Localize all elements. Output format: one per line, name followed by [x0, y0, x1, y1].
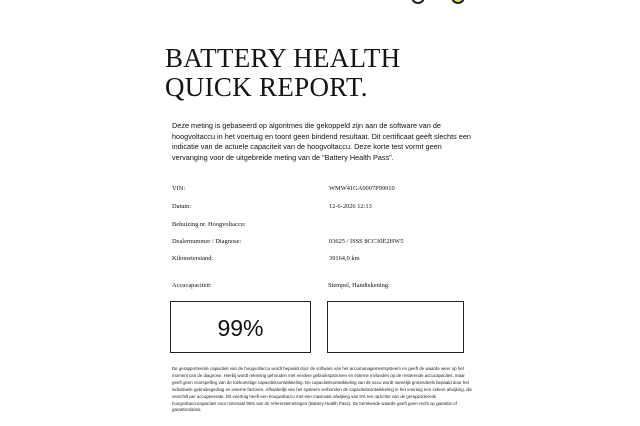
footnote-paragraph: De gerapporteerde capaciteit van de hoogvoltaccu wordt bepaald door de software van het accumanagementsysteem en geeft de waarde weer op het moment van de diagnose. Hierbij wordt rekening gehouden met eerdere gebruikspatronen en externe invloeden op de resterende accucapaciteit, maar geeft geen voorspelling van de toekomstige capaciteitsontwikkeling. De capaciteitsontwikkeling van de accu wordt namelijk grotendeels bepaald door het individuele gebruiksgedrag en externe factoren. Afhankelijk van het systeem verbonden de capaciteitsontwikkeling in het voertuig een zekere afwijking, die verschilt per accugenerate. Dit voertuig heeft een hoogvoltaccu met een maximale afwijking van 5% ten opzichte van de gerapporteerde hoogvoltaccucapaciteit voor minimaal 95% van de referentiemetingen (Battery Health Pass). De berekende waarde geeft geen recht op garantie of garantieclaims. [172, 366, 472, 413]
field-label: Kilometerstand: [172, 255, 214, 262]
field-label: VIN: [172, 185, 186, 192]
field-value: 39164,0 km [329, 255, 360, 262]
field-value: WMW41GA0007P99910 [329, 185, 395, 192]
brand-logo [405, 0, 475, 4]
logo-circle-right [451, 0, 465, 4]
capacity-box [170, 301, 311, 353]
field-label: Dealernummer / Diagnose: [172, 238, 242, 245]
capacity-label: Accucapaciteit: [172, 282, 212, 289]
title-line-1: BATTERY HEALTH [165, 43, 401, 73]
intro-paragraph: Deze meting is gebaseerd op algoritmes die gekoppeld zijn aan de software van de hoogvoltaccu in het voertuig en toont geen bindend resultaat. Dit certificaat geeft slechts een indicatie van de actuele capaciteit van de hoogvoltaccu. Deze korte test vormt geen vervanging voor de uitgebreide meting van de "Battery Health Pass". [172, 121, 471, 162]
title-line-2: QUICK REPORT. [165, 72, 368, 102]
capacity-value: 99% [217, 315, 264, 341]
field-label: Behuizing nr. Hoogvoltaccu: [172, 221, 246, 228]
field-label: Datum: [172, 203, 192, 210]
report-title [165, 44, 400, 102]
logo-circle-left [411, 0, 425, 4]
stamp-label: Stempel, Handtekening: [328, 282, 390, 289]
field-value: 12-6-2026 12:13 [329, 203, 372, 210]
stamp-signature-box [327, 301, 464, 353]
field-value: 03625 / ISSS 8CC30E2HW5 [329, 238, 404, 245]
